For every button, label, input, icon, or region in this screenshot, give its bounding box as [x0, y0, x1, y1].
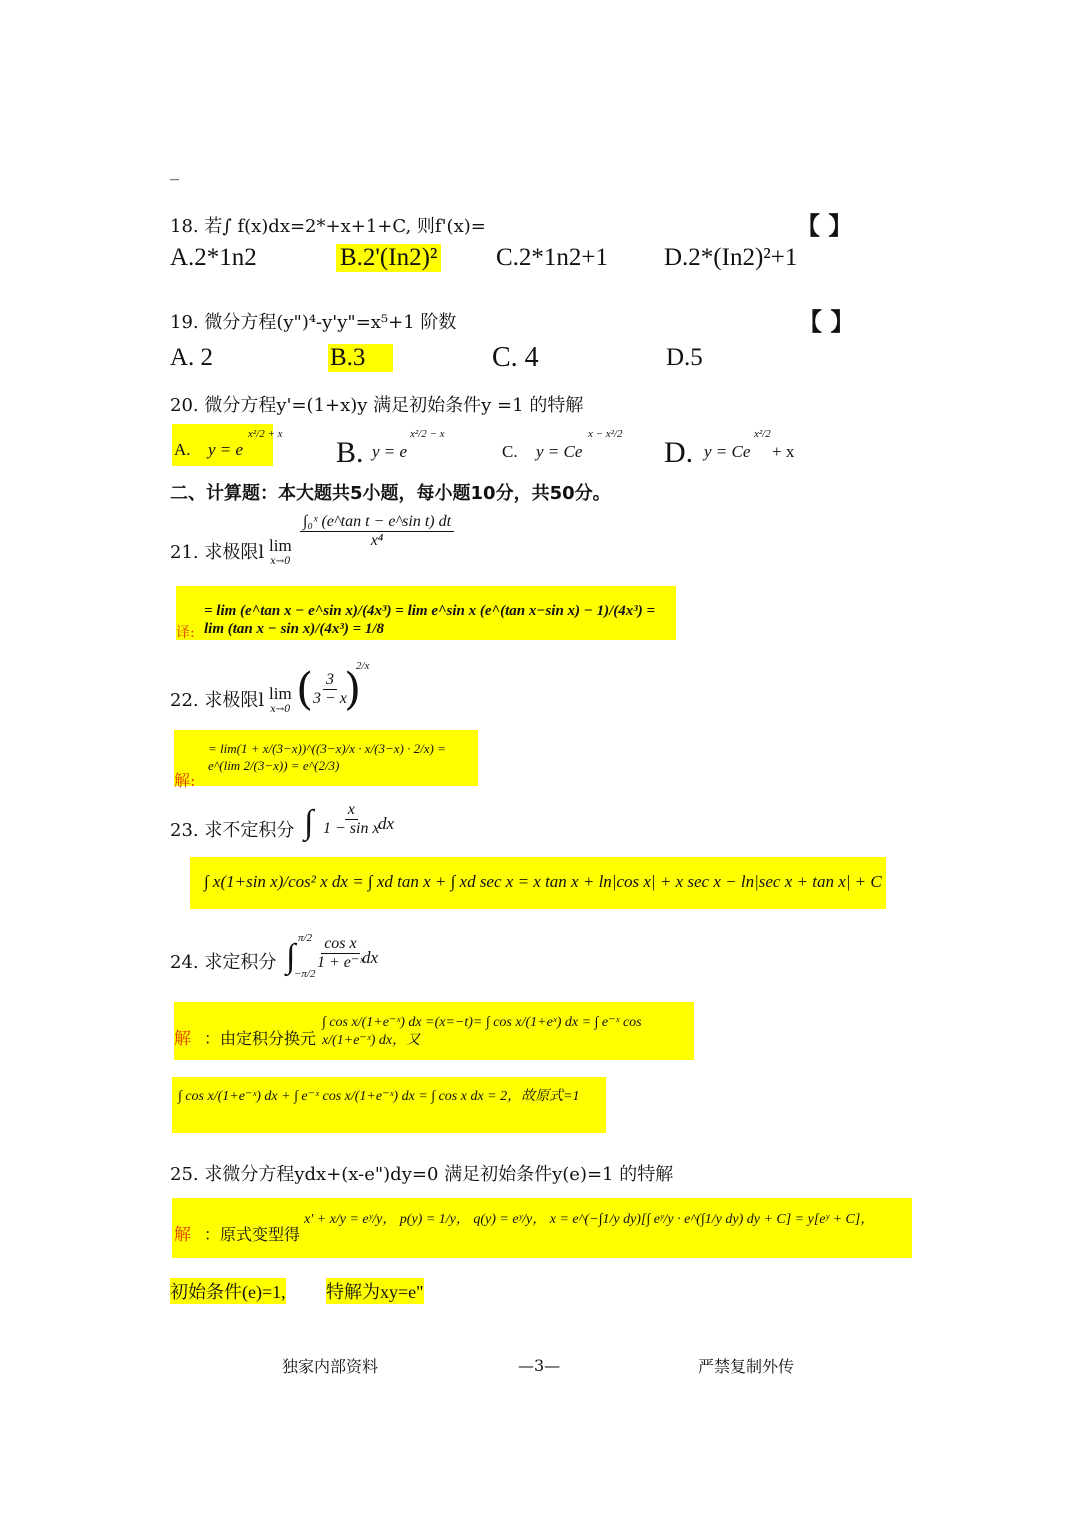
- q25-initial-condition: 初始条件(e)=1,: [170, 1278, 286, 1304]
- q18-option-c: C.2*1n2+1: [496, 244, 609, 271]
- q23-solution: ∫ x(1+sin x)/cos² x dx = ∫ xd tan x + ∫ xd sec x = x tan x + ln|cos x| + x sec x − ln|sec x + tan x| + C: [204, 872, 882, 891]
- q24-solution-1: ∫ cos x/(1+e⁻ˣ) dx =(x=−t)= ∫ cos x/(1+eˣ) dx = ∫ e⁻ˣ cos x/(1+e⁻ˣ) dx，又: [322, 1015, 642, 1048]
- q20-option-a-exponent: x²/2 + x: [248, 428, 283, 440]
- q24-dx: dx: [362, 948, 379, 967]
- q19-option-d: D.5: [666, 344, 703, 371]
- q25-solution-prefix: 解: [174, 1225, 191, 1245]
- q25-solution-text: ：原式变型得: [204, 1225, 301, 1244]
- question-18-text: 18. 若∫ f(x)dx=2*+x+1+C, 则f'(x)=: [170, 216, 486, 237]
- q19-option-c: C. 4: [492, 342, 539, 373]
- question-19-text: 19. 微分方程(y")⁴-y'y"=x⁵+1 阶数: [170, 312, 457, 333]
- q20-option-a-label: A.: [174, 440, 191, 459]
- q24-lower-limit: −π/2: [294, 968, 316, 980]
- q24-solution-2: ∫ cos x/(1+e⁻ˣ) dx + ∫ e⁻ˣ cos x/(1+e⁻ˣ) dx = ∫ cos x dx = 2，故原式=1: [178, 1089, 580, 1104]
- q24-fraction: cos x 1 + e⁻ˣ: [317, 935, 364, 971]
- q20-option-b-label: B.: [336, 436, 364, 469]
- q20-option-a-eq: y = e: [208, 440, 244, 459]
- q22-paren-left: (: [296, 664, 314, 715]
- q24-integral-sign: ∫: [286, 938, 296, 975]
- q18-option-b-highlighted: B.2'(In2)²: [336, 244, 441, 272]
- q23-dx: dx: [378, 814, 395, 833]
- q22-exponent: 2/x: [356, 660, 370, 672]
- q18-option-d: D.2*(In2)²+1: [664, 244, 798, 271]
- q20-option-d-tail: + x: [772, 442, 795, 461]
- q21-lim: lim x→0: [269, 536, 292, 567]
- q18-option-a: A.2*1n2: [170, 244, 257, 271]
- q22-solution-prefix: 解:: [174, 771, 196, 790]
- q20-option-d-exponent: x²/2: [754, 428, 771, 440]
- q21-solution-prefix: 译:: [176, 625, 195, 641]
- question-21-label: 21. 求极限l: [170, 542, 265, 563]
- q20-option-c-label: C.: [502, 442, 518, 461]
- q19-option-a: A. 2: [170, 344, 214, 371]
- q19-option-b-highlighted: B.3: [328, 344, 393, 372]
- question-23-label: 23. 求不定积分: [170, 820, 295, 841]
- question-20-text: 20. 微分方程y'=(1+x)y 满足初始条件y =1 的特解: [170, 395, 584, 416]
- q22-lim: lim x→0: [269, 684, 292, 715]
- section-2-heading: 二、计算题：本大题共5小题，每小题10分，共50分。: [170, 483, 611, 504]
- page-number: —3—: [518, 1356, 561, 1375]
- q24-solution-1-prefix: 解: [174, 1029, 191, 1049]
- top-mark: _: [170, 160, 179, 181]
- question-24-label: 24. 求定积分: [170, 952, 277, 973]
- q22-fraction: 3 3 − x: [313, 671, 347, 707]
- q22-solution: = lim(1 + x/(3−x))^((3−x)/x · x/(3−x) · 2/x) = e^(lim 2/(3−x)) = e^(2/3): [208, 741, 446, 773]
- q20-option-d-label: D.: [664, 436, 694, 469]
- q24-solution-1-text: ：由定积分换元: [204, 1029, 317, 1048]
- q23-integral-sign: ∫: [304, 804, 314, 841]
- q21-fraction: ∫₀ˣ (e^tan t − e^sin t) dt x⁴: [300, 514, 454, 549]
- q20-option-b-exponent: x²/2 − x: [410, 428, 445, 440]
- q25-solution: x' + x/y = eʸ/y， p(y) = 1/y， q(y) = eʸ/y， x = e^(−∫1/y dy)[∫ eʸ/y · e^(∫1/y dy) dy + C] = y[eʸ + C]，: [304, 1212, 875, 1227]
- question-18-bracket: 【 】: [796, 212, 853, 240]
- q24-upper-limit: π/2: [298, 932, 313, 944]
- question-25-text: 25. 求微分方程ydx+(x-e")dy=0 满足初始条件y(e)=1 的特解: [170, 1164, 674, 1185]
- q25-particular-solution: 特解为xy=e": [326, 1278, 424, 1304]
- q21-solution: = lim (e^tan x − e^sin x)/(4x³) = lim e^sin x (e^(tan x−sin x) − 1)/(4x³) = lim (tan x − sin x)/(4x³) = 1/8: [204, 603, 656, 637]
- q20-option-c-eq: y = Ce: [536, 442, 583, 461]
- footer-right: 严禁复制外传: [698, 1357, 795, 1376]
- footer-left: 独家内部资料: [282, 1357, 379, 1376]
- question-22-label: 22. 求极限l: [170, 690, 265, 711]
- q20-option-b-eq: y = e: [372, 442, 408, 461]
- q20-option-c-exponent: x − x²/2: [588, 428, 623, 440]
- question-19-bracket: 【 】: [798, 308, 855, 336]
- q22-paren-right: ): [344, 664, 362, 715]
- q23-fraction: x 1 − sin x: [323, 801, 380, 837]
- q20-option-d-eq: y = Ce: [704, 442, 751, 461]
